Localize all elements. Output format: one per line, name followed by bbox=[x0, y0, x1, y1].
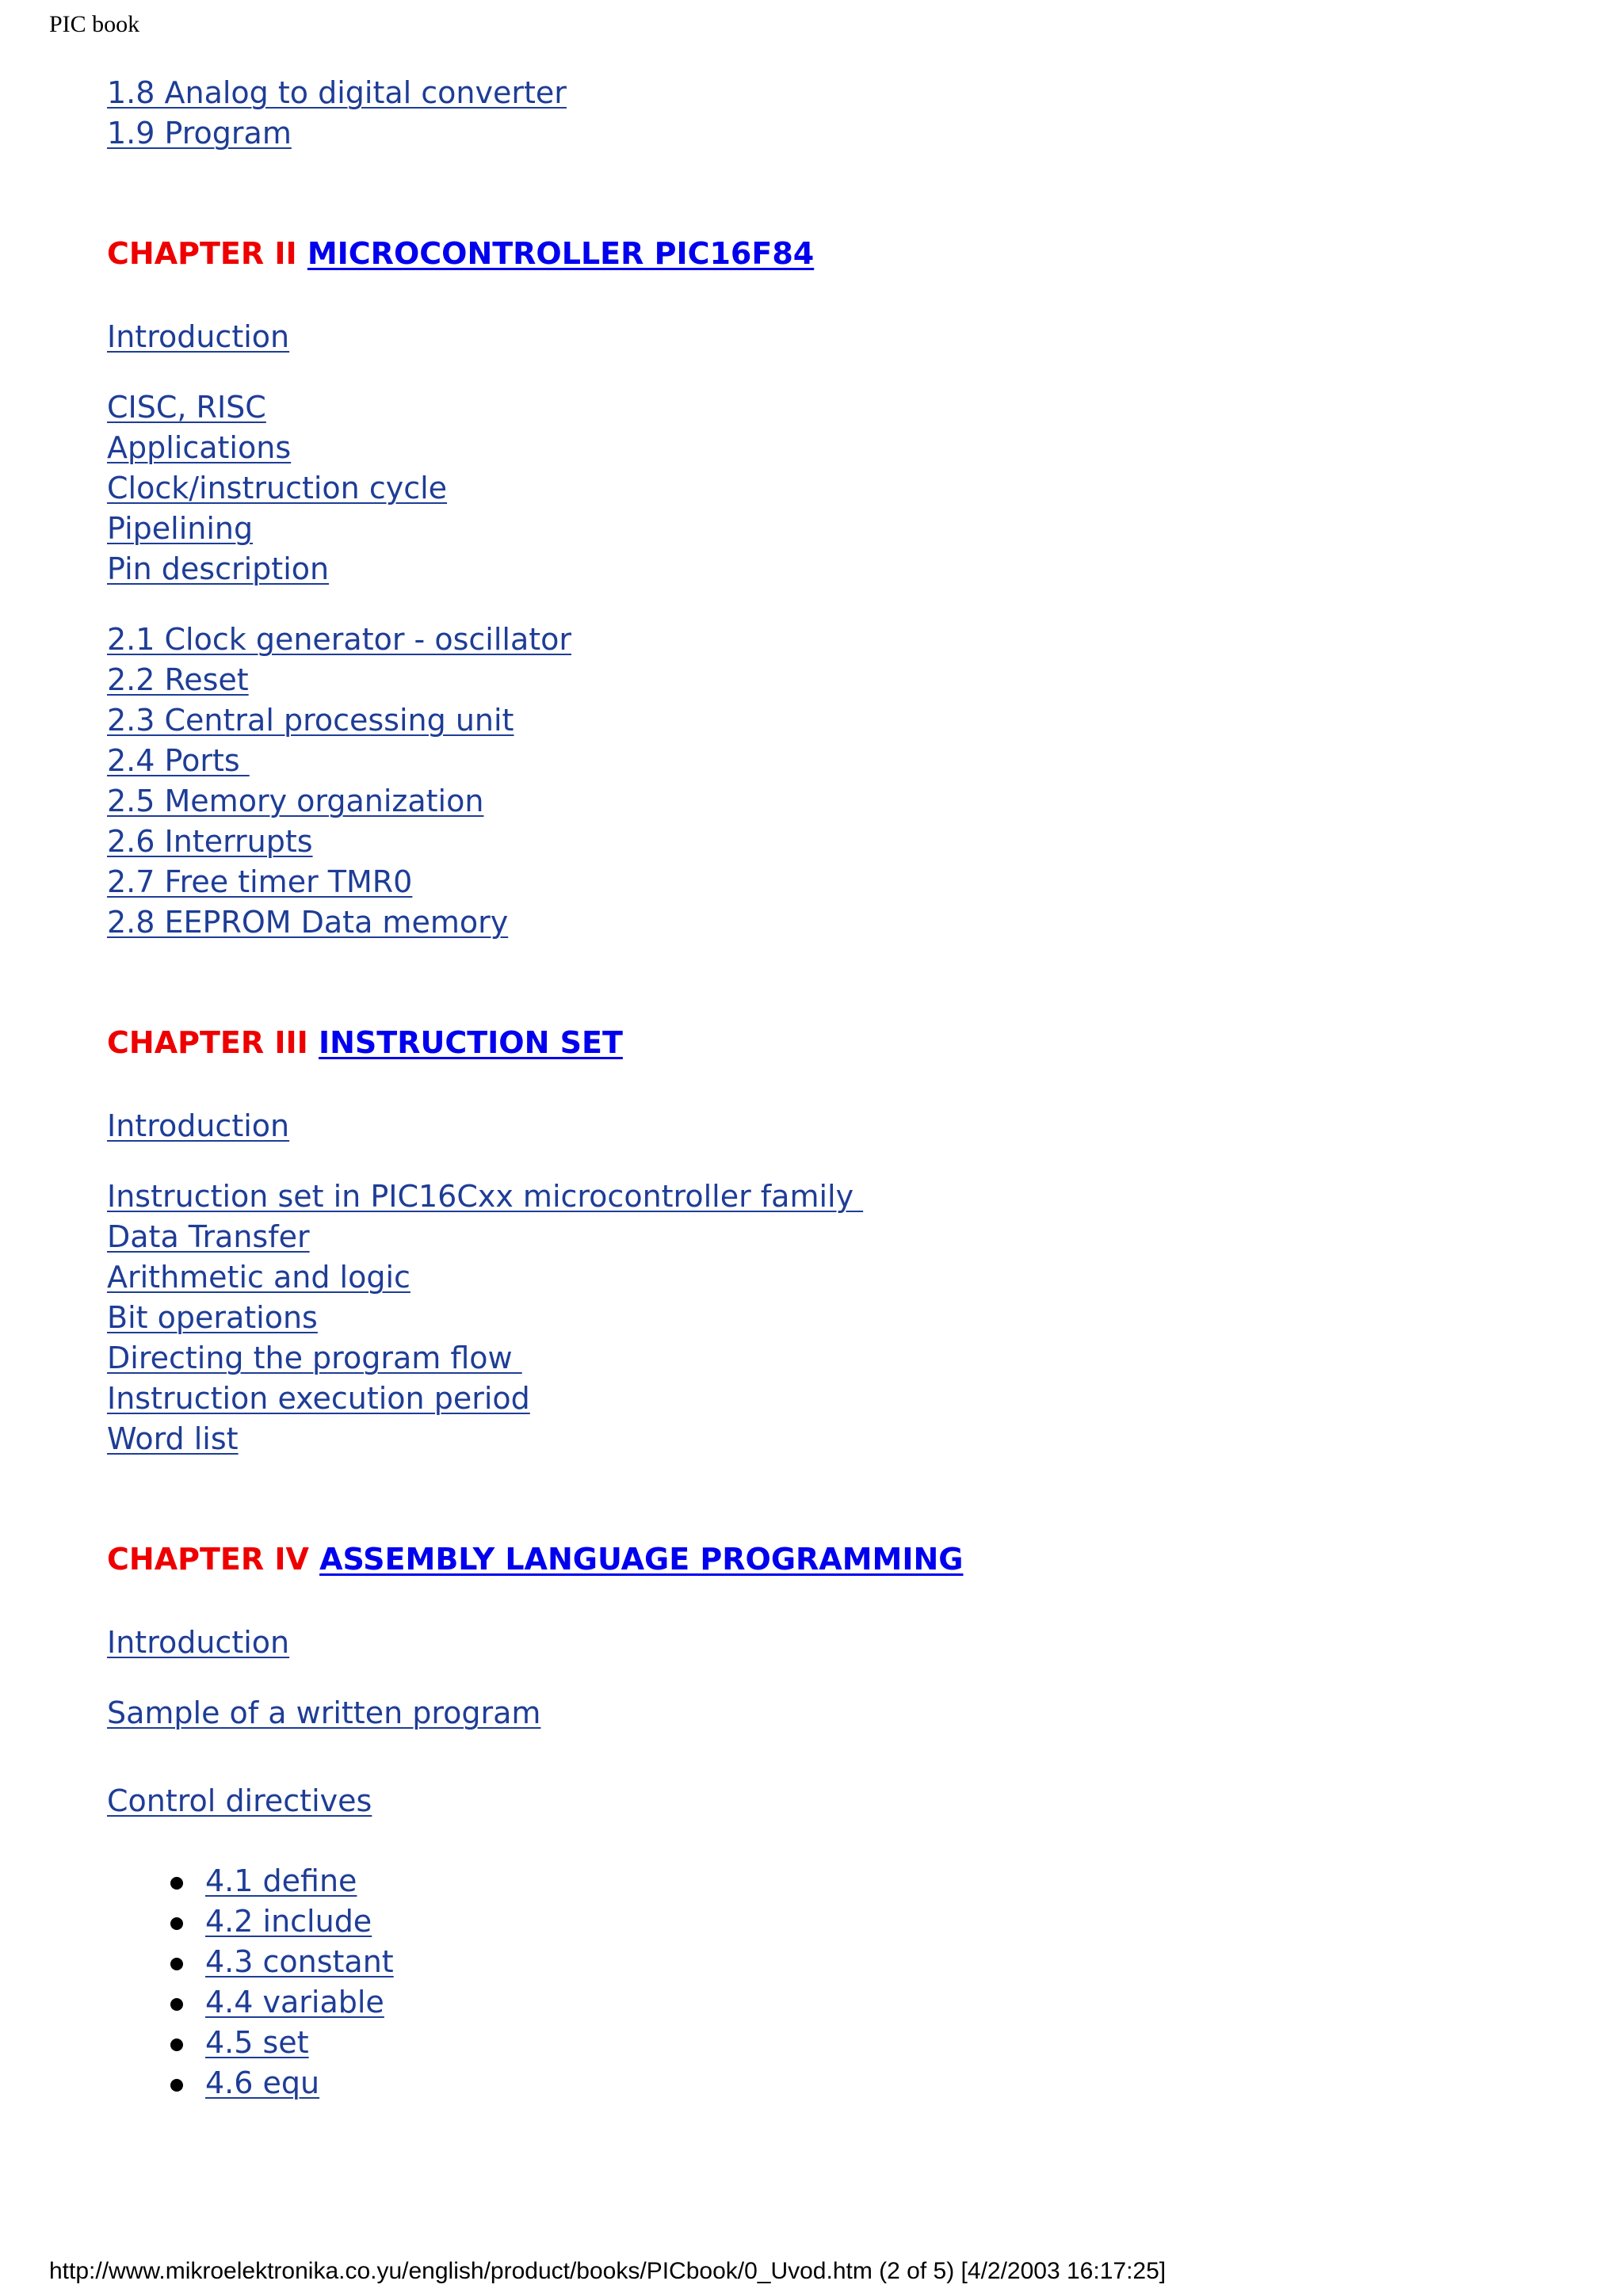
chapter-4-heading bbox=[107, 1535, 1533, 1583]
toc-link-execution-period[interactable]: Instruction execution period bbox=[107, 1381, 530, 1416]
chapter-4-intro-link[interactable]: Introduction bbox=[107, 1625, 290, 1660]
toc-link-arithmetic-logic[interactable]: Arithmetic and logic bbox=[107, 1260, 411, 1295]
directives-list bbox=[107, 1861, 1533, 2103]
chapter-3-number: CHAPTER III bbox=[107, 1025, 308, 1060]
toc-link-4-6[interactable]: 4.6 equ bbox=[205, 2065, 320, 2100]
toc-link-sample-program[interactable]: Sample of a written program bbox=[107, 1695, 541, 1730]
bullet-icon bbox=[170, 1958, 183, 1970]
chapter-3-intro-link[interactable]: Introduction bbox=[107, 1108, 290, 1143]
bullet-icon bbox=[170, 2039, 183, 2051]
chapter-2-intro-link[interactable]: Introduction bbox=[107, 319, 290, 354]
chapter-3-topics bbox=[107, 1177, 1533, 1459]
toc-link-pin-description[interactable]: Pin description bbox=[107, 551, 330, 586]
chapter-2-number: CHAPTER II bbox=[107, 236, 297, 271]
list-item bbox=[170, 1901, 1533, 1942]
toc-link-data-transfer[interactable]: Data Transfer bbox=[107, 1219, 310, 1254]
toc-link-2-1[interactable]: 2.1 Clock generator - oscillator bbox=[107, 622, 572, 657]
toc-link-2-8[interactable]: 2.8 EEPROM Data memory bbox=[107, 905, 509, 940]
toc-link-instruction-set[interactable]: Instruction set in PIC16Cxx microcontroller family bbox=[107, 1179, 864, 1214]
chapter-3-heading bbox=[107, 1019, 1533, 1066]
toc-link-2-6[interactable]: 2.6 Interrupts bbox=[107, 824, 313, 859]
list-item bbox=[170, 1982, 1533, 2023]
toc-link-pipelining[interactable]: Pipelining bbox=[107, 511, 254, 546]
toc-link-4-4[interactable]: 4.4 variable bbox=[205, 1985, 384, 2019]
chapter-3-title-link[interactable]: INSTRUCTION SET bbox=[318, 1025, 623, 1060]
chapter-4-title-link[interactable]: ASSEMBLY LANGUAGE PROGRAMMING bbox=[319, 1542, 964, 1577]
toc-link-4-1[interactable]: 4.1 define bbox=[205, 1863, 357, 1898]
toc-link-applications[interactable]: Applications bbox=[107, 430, 292, 465]
toc-link-bit-operations[interactable]: Bit operations bbox=[107, 1300, 318, 1335]
toc-link-2-3[interactable]: 2.3 Central processing unit bbox=[107, 703, 514, 738]
toc-link-4-5[interactable]: 4.5 set bbox=[205, 2025, 309, 2060]
toc-link-2-2[interactable]: 2.2 Reset bbox=[107, 662, 249, 697]
toc-link-1-8[interactable]: 1.8 Analog to digital converter bbox=[107, 75, 567, 110]
toc-link-2-5[interactable]: 2.5 Memory organization bbox=[107, 784, 484, 818]
toc-link-clock-cycle[interactable]: Clock/instruction cycle bbox=[107, 471, 448, 505]
chapter-2-title-link[interactable]: MICROCONTROLLER PIC16F84 bbox=[307, 236, 815, 271]
toc-link-2-7[interactable]: 2.7 Free timer TMR0 bbox=[107, 864, 413, 899]
chapter-2-sections bbox=[107, 620, 1533, 943]
chapter-4-number: CHAPTER IV bbox=[107, 1542, 309, 1577]
toc-link-2-4[interactable]: 2.4 Ports bbox=[107, 743, 250, 778]
toc-link-word-list[interactable]: Word list bbox=[107, 1421, 239, 1456]
toc-item bbox=[107, 1781, 1533, 1821]
toc-link-1-9[interactable]: 1.9 Program bbox=[107, 116, 292, 151]
toc-link-program-flow[interactable]: Directing the program flow bbox=[107, 1341, 522, 1375]
toc-link-control-directives[interactable]: Control directives bbox=[107, 1783, 372, 1818]
toc-link-4-3[interactable]: 4.3 constant bbox=[205, 1944, 394, 1979]
list-item bbox=[170, 2023, 1533, 2063]
list-item bbox=[170, 1861, 1533, 1901]
table-of-contents bbox=[107, 73, 1533, 2103]
toc-item bbox=[107, 113, 1533, 154]
list-item bbox=[170, 2063, 1533, 2103]
toc-item bbox=[107, 1693, 1533, 1733]
bullet-icon bbox=[170, 2079, 183, 2092]
toc-link-cisc-risc[interactable]: CISC, RISC bbox=[107, 390, 266, 425]
list-item bbox=[170, 1942, 1533, 1982]
chapter-2-heading bbox=[107, 230, 1533, 277]
bullet-icon bbox=[170, 1877, 183, 1890]
toc-item bbox=[107, 1623, 1533, 1663]
toc-item bbox=[107, 317, 1533, 357]
toc-link-4-2[interactable]: 4.2 include bbox=[205, 1904, 372, 1939]
toc-item bbox=[107, 1106, 1533, 1146]
page-footer-url: http://www.mikroelektronika.co.yu/english/product/books/PICbook/0_Uvod.htm (2 of 5) [4/2/2003 16:17:25] bbox=[49, 2258, 1167, 2284]
toc-item bbox=[107, 73, 1533, 113]
page-header-title: PIC book bbox=[49, 11, 140, 37]
bullet-icon bbox=[170, 1917, 183, 1930]
bullet-icon bbox=[170, 1998, 183, 2011]
chapter-2-topics bbox=[107, 387, 1533, 589]
